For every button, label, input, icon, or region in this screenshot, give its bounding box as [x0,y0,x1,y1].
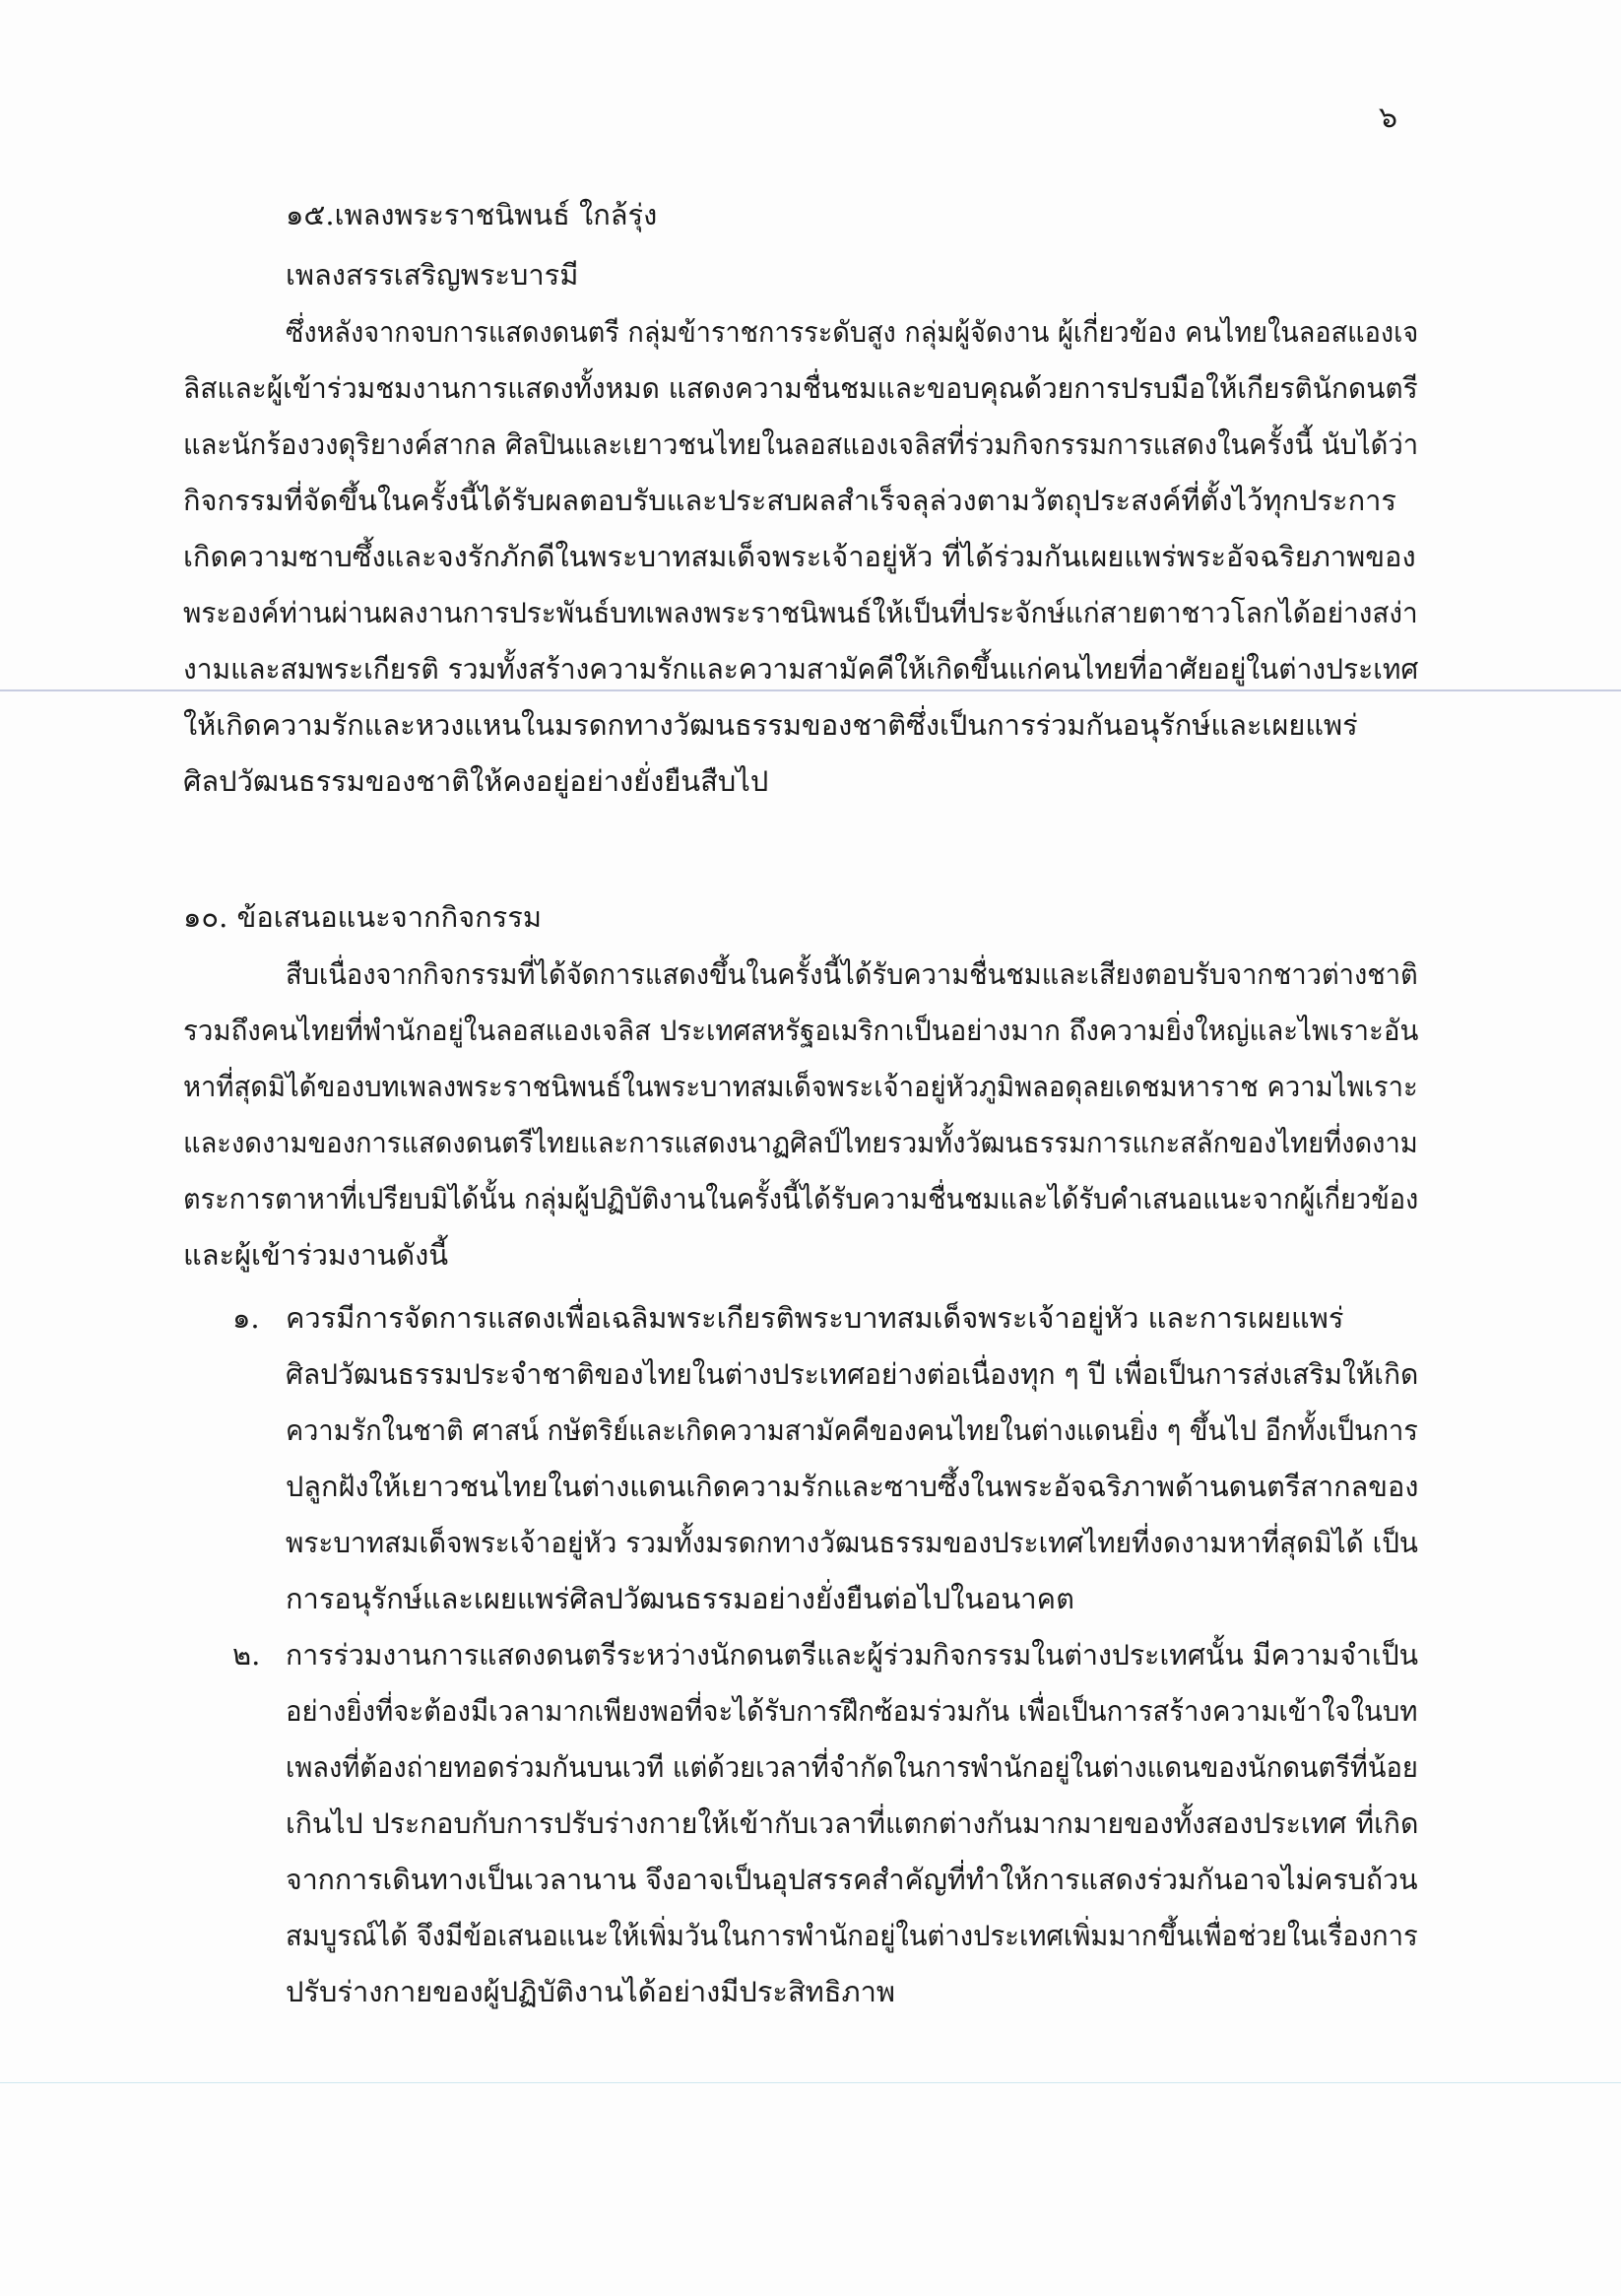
list-item-line: เกินไป ประกอบกับการปรับร่างกายให้เข้ากับเวลาที่แตกต่างกันมากมายของทั้งสองประเทศ ที่เกิด [286,1806,1419,1840]
list-item-line: อย่างยิ่งที่จะต้องมีเวลามากเพียงพอที่จะได้รับการฝึกซ้อมร่วมกัน เพื่อเป็นการสร้างความเข้าใจในบท [286,1694,1418,1728]
list-item-number: ๒. [232,1638,261,1672]
intro-line: สืบเนื่องจากกิจกรรมที่ได้จัดการแสดงขึ้นในครั้งนี้ได้รับความชื่นชมและเสียงตอบรับจากชาวต่างชาติ [286,957,1418,991]
paragraph-line: งามและสมพระเกียรติ รวมทั้งสร้างความรักและความสามัคคีให้เกิดขึ้นแก่คนไทยที่อาศัยอยู่ในต่างประเทศ [183,652,1419,686]
intro-line: และผู้เข้าร่วมงานดังนี้ [183,1238,449,1272]
list-item-line: ความรักในชาติ ศาสน์ กษัตริย์และเกิดความสามัคคีของคนไทยในต่างแดนยิ่ง ๆ ขึ้นไป อีกทั้งเป็นการ [286,1413,1418,1447]
list-item-line: ปลูกฝังให้เยาวชนไทยในต่างแดนเกิดความรักและซาบซึ้งในพระอัจฉริภาพด้านดนตรีสากลของ [286,1470,1419,1503]
section-10-heading: ๑๐. ข้อเสนอแนะจากกิจกรรม [183,900,542,934]
list-item-number: ๑. [232,1301,260,1335]
intro-line: ตระการตาหาที่เปรียบมิได้นั้น กลุ่มผู้ปฏิบัติงานในครั้งนี้ได้รับความชื่นชมและได้รับคำเสนอแนะจากผู้เกี่ยวข้อง [183,1182,1419,1215]
list-item-line: การอนุรักษ์และเผยแพร่ศิลปวัฒนธรรมอย่างยั่งยืนต่อไปในอนาคต [286,1582,1074,1615]
section-15-heading: ๑๕.เพลงพระราชนิพนธ์ ใกล้รุ่ง [286,198,658,231]
paragraph-line: กิจกรรมที่จัดขึ้นในครั้งนี้ได้รับผลตอบรับและประสบผลสำเร็จลุล่วงตามวัตถุประสงค์ที่ตั้งไว้ทุกประการ [183,484,1397,517]
list-item-line: พระบาทสมเด็จพระเจ้าอยู่หัว รวมทั้งมรดกทางวัฒนธรรมของประเทศไทยที่งดงามหาที่สุดมิได้ เป็น [286,1526,1418,1559]
list-item-line: การร่วมงานการแสดงดนตรีระหว่างนักดนตรีและผู้ร่วมกิจกรรมในต่างประเทศนั้น มีความจำเป็น [286,1638,1419,1672]
paragraph-line: และนักร้องวงดุริยางค์สากล ศิลปินและเยาวชนไทยในลอสแองเจลิสที่ร่วมกิจกรรมการแสดงในครั้งนี้ นับได้ว่า [183,427,1419,461]
page-number: ๖ [1379,100,1398,135]
list-item-line: จากการเดินทางเป็นเวลานาน จึงอาจเป็นอุปสรรคสำคัญที่ทำให้การแสดงร่วมกันอาจไม่ครบถ้วน [286,1863,1418,1896]
list-item-line: เพลงที่ต้องถ่ายทอดร่วมกันบนเวที แต่ด้วยเวลาที่จำกัดในการพำนักอยู่ในต่างแดนของนักดนตรีที่น้อย [286,1750,1418,1784]
paragraph-line: ให้เกิดความรักและหวงแหนในมรดกทางวัฒนธรรมของชาติซึ่งเป็นการร่วมกันอนุรักษ์และเผยแพร่ [183,708,1358,742]
paragraph-line: ศิลปวัฒนธรรมของชาติให้คงอยู่อย่างยั่งยืนสืบไป [183,764,769,798]
paragraph-line: เกิดความซาบซึ้งและจงรักภักดีในพระบาทสมเด็จพระเจ้าอยู่หัว ที่ได้ร่วมกันเผยแพร่พระอัจฉริยภาพของ [183,540,1416,573]
list-item-line: ศิลปวัฒนธรรมประจำชาติของไทยในต่างประเทศอย่างต่อเนื่องทุก ๆ ปี เพื่อเป็นการส่งเสริมให้เกิด [286,1357,1419,1391]
list-item-line: ปรับร่างกายของผู้ปฏิบัติงานได้อย่างมีประสิทธิภาพ [286,1975,896,2008]
intro-line: หาที่สุดมิได้ของบทเพลงพระราชนิพนธ์ในพระบาทสมเด็จพระเจ้าอยู่หัวภูมิพลอดุลยเดชมหาราช ความไพเราะ [183,1070,1418,1103]
section-15-subheading: เพลงสรรเสริญพระบารมี [286,258,579,292]
list-item-line: สมบูรณ์ได้ จึงมีข้อเสนอแนะให้เพิ่มวันในการพำนักอยู่ในต่างประเทศเพิ่มมากขึ้นเพื่อช่วยในเรื่องการ [286,1919,1418,1952]
paragraph-line: ซึ่งหลังจากจบการแสดงดนตรี กลุ่มข้าราชการระดับสูง กลุ่มผู้จัดงาน ผู้เกี่ยวข้อง คนไทยในลอสแองเจ [286,315,1419,349]
list-item-line: ควรมีการจัดการแสดงเพื่อเฉลิมพระเกียรติพระบาทสมเด็จพระเจ้าอยู่หัว และการเผยแพร่ [286,1301,1344,1335]
intro-line: และงดงามของการแสดงดนตรีไทยและการแสดงนาฏศิลป์ไทยรวมทั้งวัฒนธรรมการแกะสลักของไทยที่งดงาม [183,1126,1418,1159]
paragraph-line: ลิสและผู้เข้าร่วมชมงานการแสดงทั้งหมด แสดงความชื่นชมและขอบคุณด้วยการปรบมือให้เกียรตินักดนตรี [183,371,1418,405]
scan-artifact-line [0,2082,1621,2083]
paragraph-line: พระองค์ท่านผ่านผลงานการประพันธ์บทเพลงพระราชนิพนธ์ให้เป็นที่ประจักษ์แก่สายตาชาวโลกได้อย่างสง่า [183,596,1418,629]
intro-line: รวมถึงคนไทยที่พำนักอยู่ในลอสแองเจลิส ประเทศสหรัฐอเมริกาเป็นอย่างมาก ถึงความยิ่งใหญ่และไพเราะอัน [183,1014,1419,1047]
